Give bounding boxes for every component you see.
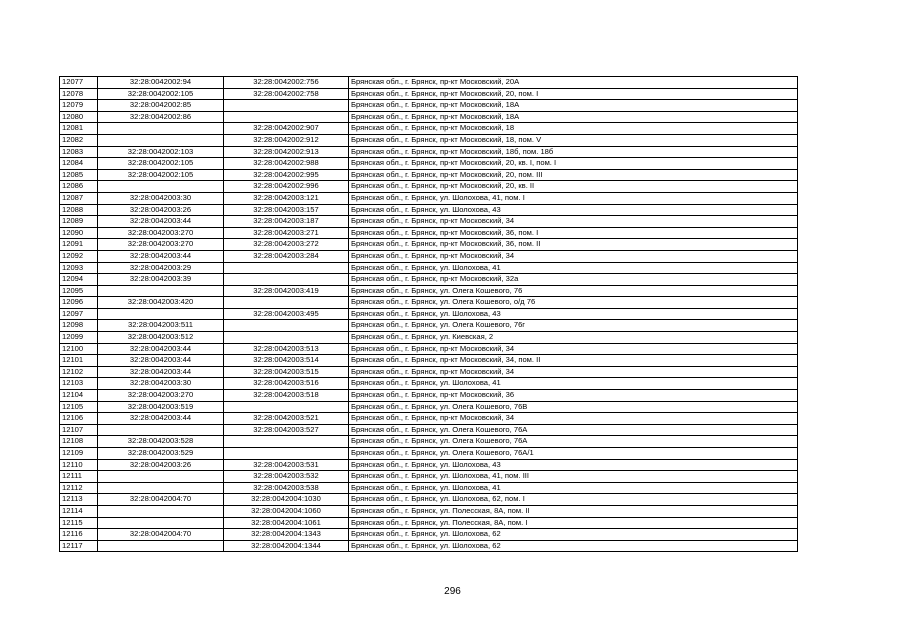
table-row: [60, 517, 798, 529]
row-number-cell: 12102: [60, 366, 98, 378]
building-number-cell: 32:28:0042003:518: [224, 390, 349, 402]
row-number-cell: 12087: [60, 192, 98, 204]
table-row: [60, 482, 798, 494]
building-number-cell: 32:28:0042002:756: [224, 77, 349, 89]
address-cell: Брянская обл., г. Брянск, ул. Олега Кошевого, 76В: [349, 401, 798, 413]
land-plot-number-cell: 32:28:0042003:270: [98, 227, 224, 239]
address-cell: Брянская обл., г. Брянск, пр-кт Московский, 36, пом. I: [349, 227, 798, 239]
row-number-cell: 12115: [60, 517, 98, 529]
land-plot-number-cell: [98, 540, 224, 552]
land-plot-number-cell: 32:28:0042004:70: [98, 529, 224, 541]
row-number-cell: 12111: [60, 471, 98, 483]
building-number-cell: 32:28:0042003:515: [224, 366, 349, 378]
row-number-cell: 12107: [60, 424, 98, 436]
table-body: [60, 77, 798, 552]
address-cell: Брянская обл., г. Брянск, пр-кт Московский, 18А: [349, 100, 798, 112]
row-number-cell: 12110: [60, 459, 98, 471]
row-number-cell: 12117: [60, 540, 98, 552]
table-row: [60, 204, 798, 216]
table-row: [60, 401, 798, 413]
table-row: [60, 448, 798, 460]
land-plot-number-cell: [98, 285, 224, 297]
row-number-cell: 12097: [60, 308, 98, 320]
row-number-cell: 12105: [60, 401, 98, 413]
row-number-cell: 12086: [60, 181, 98, 193]
row-number-cell: 12082: [60, 134, 98, 146]
building-number-cell: 32:28:0042004:1344: [224, 540, 349, 552]
land-plot-number-cell: 32:28:0042003:420: [98, 297, 224, 309]
building-number-cell: 32:28:0042003:272: [224, 239, 349, 251]
land-plot-number-cell: 32:28:0042003:44: [98, 343, 224, 355]
land-plot-number-cell: [98, 134, 224, 146]
table-row: [60, 192, 798, 204]
table-row: [60, 436, 798, 448]
land-plot-number-cell: 32:28:0042003:44: [98, 216, 224, 228]
land-plot-number-cell: [98, 181, 224, 193]
table-row: [60, 262, 798, 274]
land-plot-number-cell: [98, 482, 224, 494]
land-plot-number-cell: 32:28:0042003:511: [98, 320, 224, 332]
land-plot-number-cell: 32:28:0042003:30: [98, 378, 224, 390]
address-cell: Брянская обл., г. Брянск, ул. Шолохова, 41, пом. III: [349, 471, 798, 483]
building-number-cell: 32:28:0042003:495: [224, 308, 349, 320]
row-number-cell: 12079: [60, 100, 98, 112]
land-plot-number-cell: [98, 471, 224, 483]
address-cell: Брянская обл., г. Брянск, пр-кт Московский, 18, пом. V: [349, 134, 798, 146]
building-number-cell: 32:28:0042002:758: [224, 88, 349, 100]
address-cell: Брянская обл., г. Брянск, пр-кт Московский, 20, пом. III: [349, 169, 798, 181]
land-plot-number-cell: 32:28:0042003:270: [98, 239, 224, 251]
address-cell: Брянская обл., г. Брянск, ул. Олега Кошевого, 76А/1: [349, 448, 798, 460]
address-cell: Брянская обл., г. Брянск, ул. Полесская, 8А, пом. II: [349, 505, 798, 517]
building-number-cell: 32:28:0042003:121: [224, 192, 349, 204]
row-number-cell: 12101: [60, 355, 98, 367]
row-number-cell: 12093: [60, 262, 98, 274]
land-plot-number-cell: 32:28:0042003:44: [98, 413, 224, 425]
address-cell: Брянская обл., г. Брянск, пр-кт Московский, 32а: [349, 274, 798, 286]
land-plot-number-cell: 32:28:0042002:85: [98, 100, 224, 112]
row-number-cell: 12098: [60, 320, 98, 332]
land-plot-number-cell: 32:28:0042003:44: [98, 250, 224, 262]
building-number-cell: [224, 111, 349, 123]
address-cell: Брянская обл., г. Брянск, ул. Шолохова, 43: [349, 459, 798, 471]
address-cell: Брянская обл., г. Брянск, ул. Олега Кошевого, 76А: [349, 424, 798, 436]
building-number-cell: [224, 262, 349, 274]
land-plot-number-cell: 32:28:0042002:103: [98, 146, 224, 158]
row-number-cell: 12091: [60, 239, 98, 251]
table-row: [60, 297, 798, 309]
land-plot-number-cell: 32:28:0042002:94: [98, 77, 224, 89]
building-number-cell: [224, 436, 349, 448]
address-cell: Брянская обл., г. Брянск, ул. Киевская, 2: [349, 332, 798, 344]
table-row: [60, 146, 798, 158]
land-plot-number-cell: 32:28:0042002:105: [98, 169, 224, 181]
address-cell: Брянская обл., г. Брянск, пр-кт Московский, 34: [349, 216, 798, 228]
row-number-cell: 12094: [60, 274, 98, 286]
building-number-cell: 32:28:0042003:514: [224, 355, 349, 367]
table-row: [60, 100, 798, 112]
row-number-cell: 12114: [60, 505, 98, 517]
land-plot-number-cell: 32:28:0042003:529: [98, 448, 224, 460]
building-number-cell: [224, 274, 349, 286]
building-number-cell: [224, 332, 349, 344]
building-number-cell: 32:28:0042003:513: [224, 343, 349, 355]
building-number-cell: [224, 320, 349, 332]
row-number-cell: 12109: [60, 448, 98, 460]
address-cell: Брянская обл., г. Брянск, пр-кт Московский, 20, кв. I, пом. I: [349, 158, 798, 170]
row-number-cell: 12104: [60, 390, 98, 402]
land-plot-number-cell: 32:28:0042003:270: [98, 390, 224, 402]
table-row: [60, 355, 798, 367]
table-row: [60, 77, 798, 89]
address-cell: Брянская обл., г. Брянск, пр-кт Московский, 34: [349, 343, 798, 355]
address-cell: Брянская обл., г. Брянск, ул. Олега Кошевого, 76г: [349, 320, 798, 332]
land-plot-number-cell: 32:28:0042003:29: [98, 262, 224, 274]
table-row: [60, 158, 798, 170]
building-number-cell: 32:28:0042002:912: [224, 134, 349, 146]
table-row: [60, 239, 798, 251]
building-number-cell: [224, 448, 349, 460]
row-number-cell: 12116: [60, 529, 98, 541]
address-cell: Брянская обл., г. Брянск, пр-кт Московский, 20, пом. I: [349, 88, 798, 100]
address-cell: Брянская обл., г. Брянск, ул. Шолохова, 41, пом. I: [349, 192, 798, 204]
table-row: [60, 111, 798, 123]
address-cell: Брянская обл., г. Брянск, пр-кт Московский, 18: [349, 123, 798, 135]
row-number-cell: 12090: [60, 227, 98, 239]
land-plot-number-cell: 32:28:0042002:105: [98, 88, 224, 100]
address-cell: Брянская обл., г. Брянск, пр-кт Московский, 20, кв. II: [349, 181, 798, 193]
table-row: [60, 471, 798, 483]
row-number-cell: 12080: [60, 111, 98, 123]
building-number-cell: 32:28:0042002:995: [224, 169, 349, 181]
building-number-cell: 32:28:0042003:527: [224, 424, 349, 436]
address-cell: Брянская обл., г. Брянск, ул. Шолохова, 62, пом. I: [349, 494, 798, 506]
row-number-cell: 12099: [60, 332, 98, 344]
building-number-cell: [224, 401, 349, 413]
building-number-cell: 32:28:0042002:996: [224, 181, 349, 193]
row-number-cell: 12088: [60, 204, 98, 216]
address-cell: Брянская обл., г. Брянск, пр-кт Московский, 36, пом. II: [349, 239, 798, 251]
building-number-cell: 32:28:0042003:521: [224, 413, 349, 425]
land-plot-number-cell: [98, 308, 224, 320]
address-cell: Брянская обл., г. Брянск, пр-кт Московский, 18А: [349, 111, 798, 123]
address-cell: Брянская обл., г. Брянск, ул. Шолохова, 62: [349, 529, 798, 541]
address-cell: Брянская обл., г. Брянск, пр-кт Московский, 34: [349, 366, 798, 378]
building-number-cell: [224, 100, 349, 112]
address-cell: Брянская обл., г. Брянск, ул. Полесская, 8А, пом. I: [349, 517, 798, 529]
building-number-cell: 32:28:0042003:516: [224, 378, 349, 390]
building-number-cell: 32:28:0042003:157: [224, 204, 349, 216]
land-plot-number-cell: [98, 424, 224, 436]
address-cell: Брянская обл., г. Брянск, ул. Шолохова, 41: [349, 378, 798, 390]
row-number-cell: 12095: [60, 285, 98, 297]
land-plot-number-cell: [98, 505, 224, 517]
land-plot-number-cell: 32:28:0042002:105: [98, 158, 224, 170]
land-plot-number-cell: [98, 123, 224, 135]
address-cell: Брянская обл., г. Брянск, ул. Шолохова, 43: [349, 308, 798, 320]
table-row: [60, 413, 798, 425]
row-number-cell: 12112: [60, 482, 98, 494]
building-number-cell: 32:28:0042003:419: [224, 285, 349, 297]
building-number-cell: 32:28:0042003:532: [224, 471, 349, 483]
address-cell: Брянская обл., г. Брянск, пр-кт Московский, 34: [349, 250, 798, 262]
row-number-cell: 12078: [60, 88, 98, 100]
building-number-cell: 32:28:0042004:1060: [224, 505, 349, 517]
address-cell: Брянская обл., г. Брянск, ул. Шолохова, 41: [349, 482, 798, 494]
table-row: [60, 227, 798, 239]
row-number-cell: 12081: [60, 123, 98, 135]
land-plot-number-cell: 32:28:0042003:30: [98, 192, 224, 204]
page-number: 296: [444, 586, 461, 597]
table-row: [60, 169, 798, 181]
table-row: [60, 308, 798, 320]
table-row: [60, 494, 798, 506]
row-number-cell: 12100: [60, 343, 98, 355]
land-plot-number-cell: 32:28:0042004:70: [98, 494, 224, 506]
table-row: [60, 320, 798, 332]
table-row: [60, 216, 798, 228]
building-number-cell: 32:28:0042004:1030: [224, 494, 349, 506]
table-row: [60, 390, 798, 402]
building-number-cell: 32:28:0042004:1343: [224, 529, 349, 541]
row-number-cell: 12108: [60, 436, 98, 448]
address-cell: Брянская обл., г. Брянск, пр-кт Московский, 34, пом. II: [349, 355, 798, 367]
row-number-cell: 12103: [60, 378, 98, 390]
row-number-cell: 12113: [60, 494, 98, 506]
table-row: [60, 459, 798, 471]
table-row: [60, 134, 798, 146]
row-number-cell: 12106: [60, 413, 98, 425]
address-cell: Брянская обл., г. Брянск, пр-кт Московский, 36: [349, 390, 798, 402]
address-cell: Брянская обл., г. Брянск, ул. Шолохова, 62: [349, 540, 798, 552]
building-number-cell: 32:28:0042003:187: [224, 216, 349, 228]
address-cell: Брянская обл., г. Брянск, пр-кт Московский, 20А: [349, 77, 798, 89]
address-cell: Брянская обл., г. Брянск, ул. Олега Кошевого, 76А: [349, 436, 798, 448]
table-row: [60, 123, 798, 135]
table-row: [60, 250, 798, 262]
row-number-cell: 12096: [60, 297, 98, 309]
building-number-cell: 32:28:0042003:538: [224, 482, 349, 494]
table-row: [60, 378, 798, 390]
land-plot-number-cell: 32:28:0042003:512: [98, 332, 224, 344]
cadastral-register-table: [59, 76, 798, 552]
building-number-cell: 32:28:0042002:913: [224, 146, 349, 158]
table-row: [60, 540, 798, 552]
table-row: [60, 274, 798, 286]
address-cell: Брянская обл., г. Брянск, пр-кт Московский, 18б, пом. 18б: [349, 146, 798, 158]
table-row: [60, 181, 798, 193]
land-plot-number-cell: 32:28:0042003:519: [98, 401, 224, 413]
table-row: [60, 332, 798, 344]
land-plot-number-cell: [98, 517, 224, 529]
table-row: [60, 366, 798, 378]
land-plot-number-cell: 32:28:0042002:86: [98, 111, 224, 123]
row-number-cell: 12085: [60, 169, 98, 181]
row-number-cell: 12092: [60, 250, 98, 262]
address-cell: Брянская обл., г. Брянск, пр-кт Московский, 34: [349, 413, 798, 425]
building-number-cell: 32:28:0042003:271: [224, 227, 349, 239]
building-number-cell: [224, 297, 349, 309]
table-row: [60, 505, 798, 517]
row-number-cell: 12077: [60, 77, 98, 89]
row-number-cell: 12084: [60, 158, 98, 170]
table-row: [60, 529, 798, 541]
building-number-cell: 32:28:0042002:988: [224, 158, 349, 170]
building-number-cell: 32:28:0042002:907: [224, 123, 349, 135]
address-cell: Брянская обл., г. Брянск, ул. Олега Кошевого, 76: [349, 285, 798, 297]
table-row: [60, 88, 798, 100]
table-row: [60, 424, 798, 436]
building-number-cell: 32:28:0042004:1061: [224, 517, 349, 529]
land-plot-number-cell: 32:28:0042003:44: [98, 366, 224, 378]
building-number-cell: 32:28:0042003:284: [224, 250, 349, 262]
land-plot-number-cell: 32:28:0042003:26: [98, 459, 224, 471]
land-plot-number-cell: 32:28:0042003:26: [98, 204, 224, 216]
building-number-cell: 32:28:0042003:531: [224, 459, 349, 471]
row-number-cell: 12089: [60, 216, 98, 228]
land-plot-number-cell: 32:28:0042003:39: [98, 274, 224, 286]
land-plot-number-cell: 32:28:0042003:528: [98, 436, 224, 448]
address-cell: Брянская обл., г. Брянск, ул. Шолохова, 43: [349, 204, 798, 216]
table-row: [60, 285, 798, 297]
land-plot-number-cell: 32:28:0042003:44: [98, 355, 224, 367]
address-cell: Брянская обл., г. Брянск, ул. Шолохова, 41: [349, 262, 798, 274]
address-cell: Брянская обл., г. Брянск, ул. Олега Кошевого, о/д 76: [349, 297, 798, 309]
row-number-cell: 12083: [60, 146, 98, 158]
table-row: [60, 343, 798, 355]
